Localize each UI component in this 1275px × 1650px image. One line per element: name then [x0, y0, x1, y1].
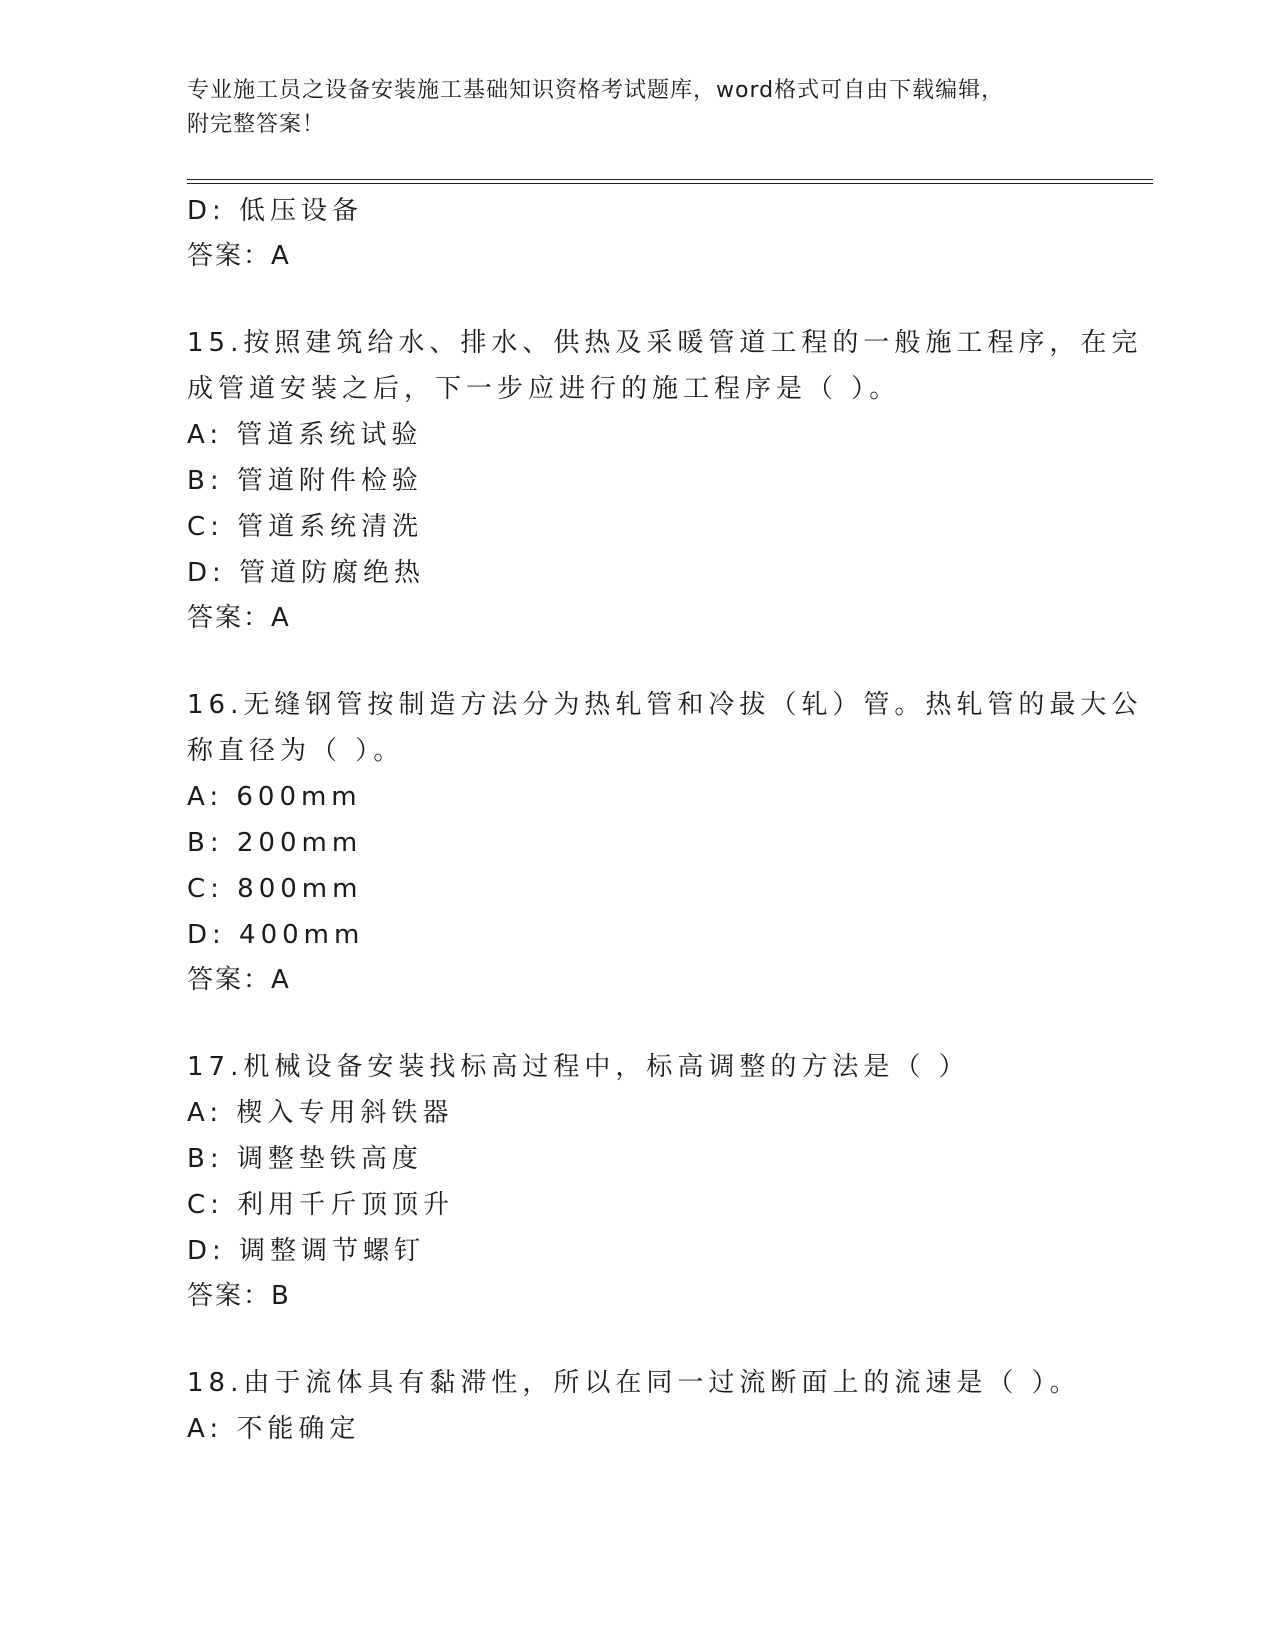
- question-content: [187, 188, 1143, 1452]
- question-stem-cont: 称直径为（ ）。: [187, 736, 405, 766]
- answer-value: A: [271, 603, 291, 633]
- header-double-rule: [187, 179, 1153, 184]
- question-16: [187, 682, 1143, 1002]
- option-c: C: 800mm: [187, 874, 363, 904]
- answer-line: [187, 596, 1087, 640]
- answer-line: [187, 958, 1087, 1002]
- option-b: B: 200mm: [187, 828, 363, 858]
- option-a: A: 不能确定: [187, 1414, 361, 1444]
- question-stem: 18.由于流体具有黏滞性，所以在同一过流断面上的流速是（ ）。: [187, 1368, 1081, 1398]
- question-17: [187, 1044, 1087, 1318]
- answer-label: 答案：: [187, 603, 272, 633]
- option-d: D: 低压设备: [187, 196, 364, 226]
- option-d: D: 调整调节螺钉: [187, 1236, 426, 1266]
- option-d: D: 管道防腐绝热: [187, 558, 426, 588]
- option-c: C: 管道系统清洗: [187, 512, 424, 542]
- option-a: A: 600mm: [187, 782, 362, 812]
- header-line-1: 专业施工员之设备安装施工基础知识资格考试题库，word格式可自由下载编辑，: [187, 78, 1005, 103]
- question-stem: 16.无缝钢管按制造方法分为热轧管和冷拔（轧）管。热轧管的最大公: [187, 690, 1143, 720]
- question-stem: 17.机械设备安装找标高过程中，标高调整的方法是（ ）: [187, 1052, 970, 1082]
- question-15: [187, 320, 1143, 640]
- question-stem-cont: 成管道安装之后，下一步应进行的施工程序是（ ）。: [187, 374, 901, 404]
- option-d: D: 400mm: [187, 920, 365, 950]
- option-c: C: 利用千斤顶顶升: [187, 1190, 455, 1220]
- answer-label: 答案：: [187, 1281, 272, 1311]
- answer-label: 答案：: [187, 241, 272, 271]
- answer-line: [187, 1274, 1087, 1318]
- answer-label: 答案：: [187, 965, 272, 995]
- option-b: B: 调整垫铁高度: [187, 1144, 423, 1174]
- option-a: A: 楔入专用斜铁器: [187, 1098, 454, 1128]
- answer-value: A: [271, 241, 291, 271]
- answer-value: A: [271, 965, 291, 995]
- question-18: [187, 1360, 1087, 1452]
- question-stem: 15.按照建筑给水、排水、供热及采暖管道工程的一般施工程序，在完: [187, 328, 1143, 358]
- option-b: B: 管道附件检验: [187, 466, 423, 496]
- header-line-2: 附完整答案！: [187, 112, 326, 137]
- answer-line: [187, 234, 1087, 278]
- answer-value: B: [271, 1281, 291, 1311]
- document-header: [187, 74, 1107, 142]
- option-a: A: 管道系统试验: [187, 420, 423, 450]
